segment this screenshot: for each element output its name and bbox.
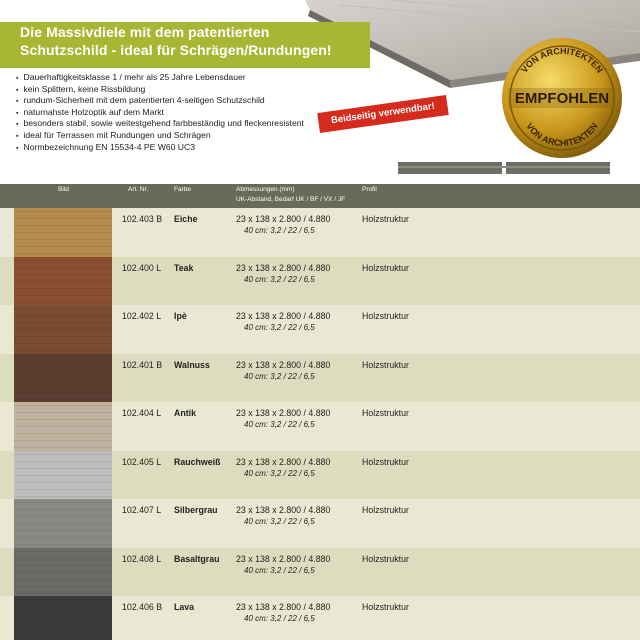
dimensions: 23 x 138 x 2.800 / 4.880 xyxy=(236,262,331,273)
dimensions-spacing: 40 cm: 3,2 / 22 / 6,5 xyxy=(244,565,315,575)
dimensions-spacing: 40 cm: 3,2 / 22 / 6,5 xyxy=(244,614,315,623)
color-swatch xyxy=(14,596,112,640)
header-abmessungen-sub: UK-Abstand, Bedarf UK / BF / VX / JF xyxy=(236,196,346,203)
board-profile-image xyxy=(398,160,610,176)
dimensions: 23 x 138 x 2.800 / 4.880 xyxy=(236,311,331,321)
profile: Holzstruktur xyxy=(362,408,409,418)
dimensions-spacing: 40 cm: 3,2 / 22 / 6,5 xyxy=(244,517,315,526)
table-row xyxy=(0,402,640,451)
header-title-line2: Schutzschild - ideal für Schrägen/Rundungen! xyxy=(20,42,332,58)
article-number: 102.401 B xyxy=(122,359,163,370)
profile: Holzstruktur xyxy=(362,456,409,467)
color-swatch xyxy=(14,451,112,500)
dimensions-spacing: 40 cm: 3,2 / 22 / 6,5 xyxy=(244,274,315,284)
profile: Holzstruktur xyxy=(362,602,409,612)
profile: Holzstruktur xyxy=(362,553,409,564)
color-name: Teak xyxy=(174,262,194,273)
article-number: 102.402 L xyxy=(122,311,162,321)
feature-item: ▪ besonders stabil, sowie weitestgehend farbbeständig und fleckenresistent xyxy=(16,118,304,130)
header-profil: Profil xyxy=(362,186,377,193)
article-number: 102.404 L xyxy=(122,408,162,418)
article-number: 102.406 B xyxy=(122,602,163,612)
color-name: Antik xyxy=(174,408,196,418)
header-abmessungen: Abmessungen (mm) xyxy=(236,186,295,193)
table-row xyxy=(0,354,640,403)
feature-item: ▪ kein Splittern, keine Rissbildung xyxy=(16,84,304,96)
architect-recommended-seal xyxy=(498,34,626,162)
profile: Holzstruktur xyxy=(362,311,409,321)
color-swatch xyxy=(14,305,112,354)
profile: Holzstruktur xyxy=(362,214,409,224)
dimensions-spacing: 40 cm: 3,2 / 22 / 6,5 xyxy=(244,323,315,332)
header-art-nr: Art. Nr. xyxy=(128,186,149,193)
reversible-badge: Beidseitig verwendbar! xyxy=(317,95,449,133)
dimensions: 23 x 138 x 2.800 / 4.880 xyxy=(236,408,331,418)
profile: Holzstruktur xyxy=(362,262,409,273)
table-row xyxy=(0,305,640,354)
article-number: 102.405 L xyxy=(122,456,162,467)
table-row xyxy=(0,499,640,548)
dimensions-spacing: 40 cm: 3,2 / 22 / 6,5 xyxy=(244,226,315,235)
table-row xyxy=(0,208,640,257)
article-number: 102.400 L xyxy=(122,262,162,273)
feature-item: ▪ naturnahste Holzoptik auf dem Markt xyxy=(16,107,304,119)
dimensions: 23 x 138 x 2.800 / 4.880 xyxy=(236,214,331,224)
feature-item: ▪ ideal für Terrassen mit Rundungen und Schrägen xyxy=(16,130,304,142)
dimensions: 23 x 138 x 2.800 / 4.880 xyxy=(236,505,331,515)
color-name: Basaltgrau xyxy=(174,553,220,564)
color-name: Lava xyxy=(174,602,195,612)
color-swatch xyxy=(14,208,112,257)
seal-bottom-text: VON ARCHITEKTEN xyxy=(524,121,600,149)
table-header xyxy=(0,184,640,208)
color-name: Rauchweiß xyxy=(174,456,221,467)
header-title-line1: Die Massivdiele mit dem patentierten xyxy=(20,24,270,40)
article-number: 102.408 L xyxy=(122,553,162,564)
seal-top-text: VON ARCHITEKTEN xyxy=(518,45,605,75)
feature-item: ▪ rundum-Sicherheit mit dem patentierten 4-seitigen Schutzschild xyxy=(16,95,304,107)
profile: Holzstruktur xyxy=(362,505,409,515)
dimensions: 23 x 138 x 2.800 / 4.880 xyxy=(236,359,331,370)
dimensions-spacing: 40 cm: 3,2 / 22 / 6,5 xyxy=(244,420,315,429)
dimensions: 23 x 138 x 2.800 / 4.880 xyxy=(236,602,331,612)
color-name: Ipè xyxy=(174,311,187,321)
header-farbe: Farbe xyxy=(174,186,191,193)
dimensions: 23 x 138 x 2.800 / 4.880 xyxy=(236,553,331,564)
color-name: Walnuss xyxy=(174,359,210,370)
feature-item: ▪ Normbezeichnung EN 15534-4 PE W60 UC3 xyxy=(16,142,304,154)
color-swatch xyxy=(14,257,112,306)
color-swatch xyxy=(14,548,112,597)
header-bild: Bild xyxy=(58,186,69,193)
profile: Holzstruktur xyxy=(362,359,409,370)
seal-center-text: EMPFOHLEN xyxy=(514,90,610,107)
color-name: Eiche xyxy=(174,214,198,224)
color-swatch xyxy=(14,402,112,451)
color-swatch xyxy=(14,354,112,403)
dimensions-spacing: 40 cm: 3,2 / 22 / 6,5 xyxy=(244,371,315,381)
table-row xyxy=(0,596,640,640)
feature-item: ▪ Dauerhaftigkeitsklasse 1 / mehr als 25 Jahre Lebensdauer xyxy=(16,72,304,84)
table-row xyxy=(0,257,640,306)
table-row xyxy=(0,548,640,597)
dimensions: 23 x 138 x 2.800 / 4.880 xyxy=(236,456,331,467)
article-number: 102.407 L xyxy=(122,505,162,515)
article-number: 102.403 B xyxy=(122,214,163,224)
table-row xyxy=(0,451,640,500)
color-name: Silbergrau xyxy=(174,505,218,515)
product-table xyxy=(0,208,640,640)
dimensions-spacing: 40 cm: 3,2 / 22 / 6,5 xyxy=(244,468,315,478)
feature-list xyxy=(16,72,304,153)
color-swatch xyxy=(14,499,112,548)
